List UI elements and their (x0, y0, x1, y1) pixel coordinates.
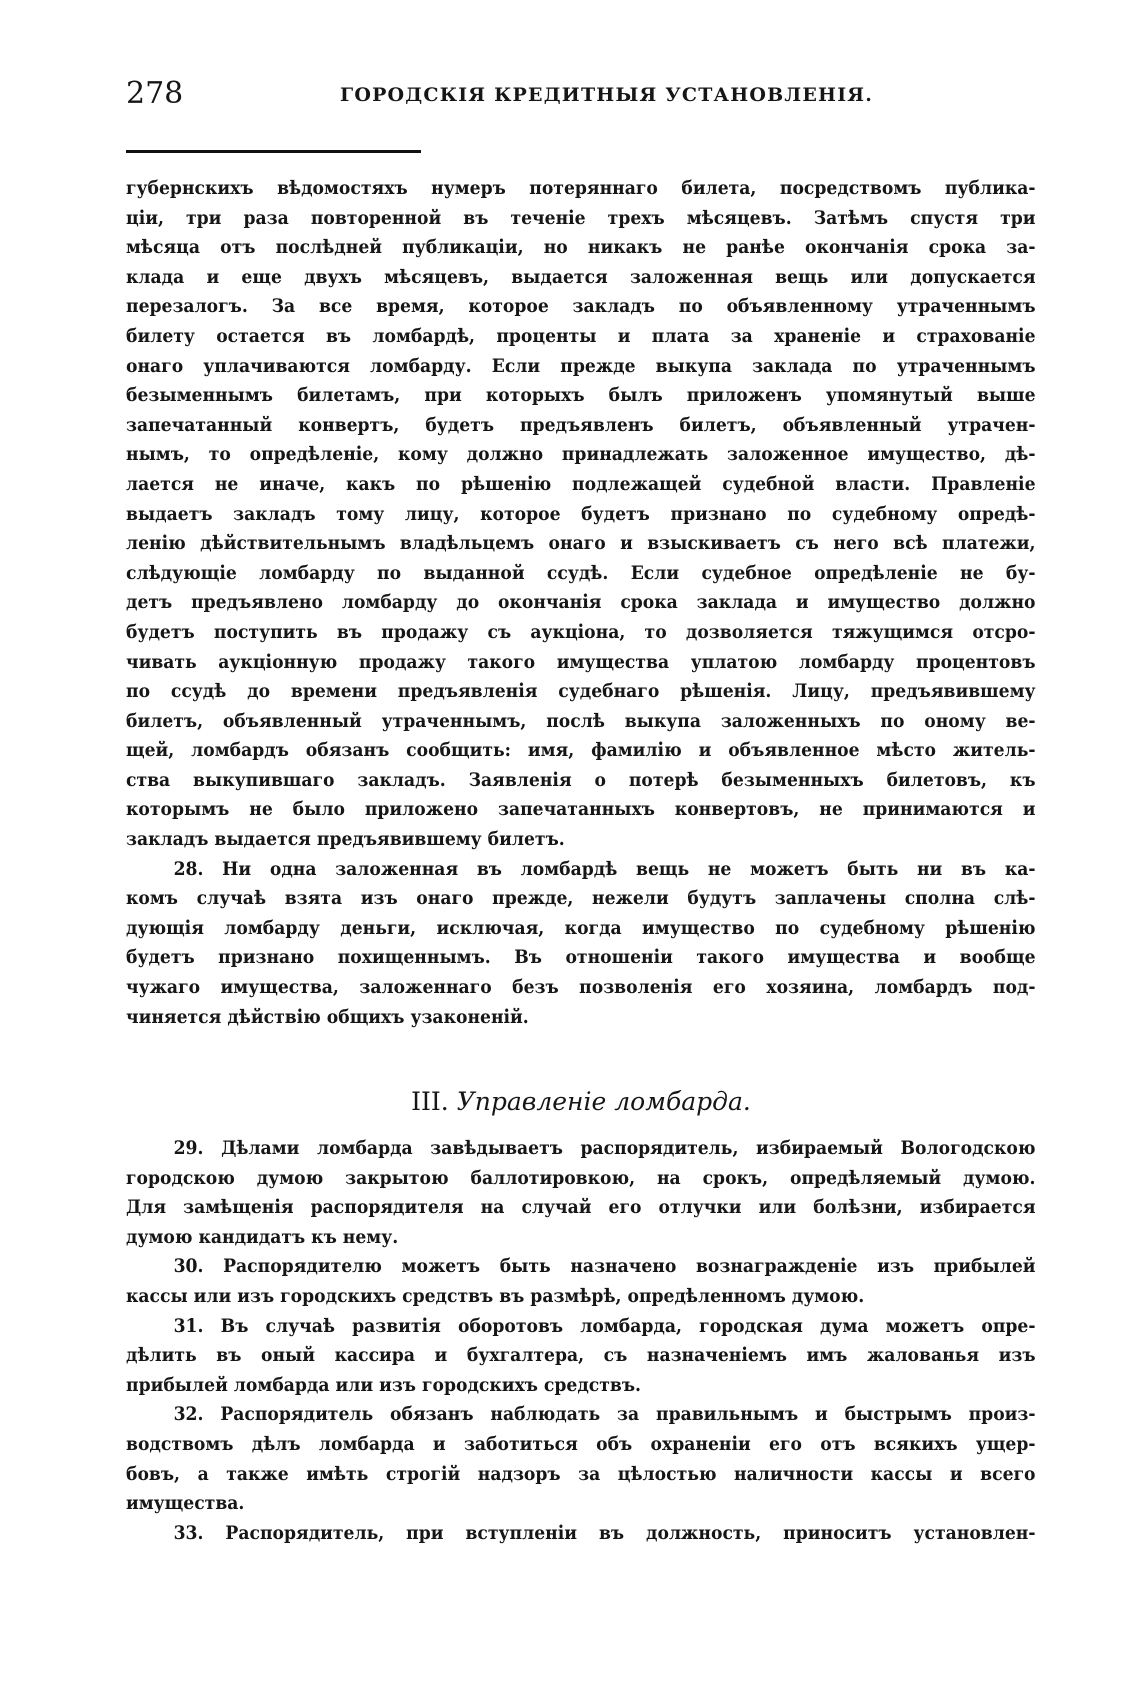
paragraph-28-line: 28. Ни одна заложенная въ ломбардѣ вещь не можетъ быть ни въ ка- (173, 857, 1036, 880)
text-block-continuation (126, 174, 1036, 1032)
text-line: чиняется дѣйствію общихъ узаконеній. (126, 1005, 529, 1028)
text-line: будетъ признано похищеннымъ. Въ отношеніи такого имущества и вообще (126, 946, 1036, 969)
text-line: закладъ выдается предъявившему билетъ. (126, 828, 565, 851)
text-line: клада и еще двухъ мѣсяцевъ, выдается заложенная вещь или допускается (126, 265, 1036, 288)
text-line: прибылей ломбарда или изъ городскихъ средствъ. (126, 1373, 642, 1396)
paragraph-33-line: 33. Распорядитель, при вступленіи въ должность, приноситъ установлен- (173, 1521, 1036, 1544)
text-line: кассы или изъ городскихъ средствъ въ размѣрѣ, опредѣленномъ думою. (126, 1284, 865, 1307)
text-line: лается не иначе, какъ по рѣшенію подлежащей судебной власти. Правленіе (126, 472, 1036, 495)
section-title: Управленіе ломбарда. (456, 1087, 751, 1116)
text-line: дующія ломбарду деньги, исключая, когда имущество по судебному рѣшенію (126, 916, 1036, 939)
page-header (126, 74, 1036, 114)
text-line: слѣдующіе ломбарду по выданной ссудѣ. Если судебное опредѣленіе не бу- (126, 561, 1036, 584)
text-line: билету остается въ ломбардѣ, проценты и плата за храненіе и страхованіе (126, 324, 1036, 347)
paragraph-30-line: 30. Распорядителю можетъ быть назначено вознагражденіе изъ прибылей (173, 1255, 1036, 1278)
text-line: Для замѣщенія распорядителя на случай его отлучки или болѣзни, избирается (126, 1196, 1036, 1219)
text-block-section-iii (126, 1134, 1036, 1548)
text-line: мѣсяца отъ послѣдней публикаціи, но никакъ не ранѣе окончанія срока за- (126, 236, 1036, 259)
paragraph-31-line: 31. Въ случаѣ развитія оборотовъ ломбарда, городская дума можетъ опре- (173, 1314, 1036, 1337)
text-line: по ссудѣ до времени предъявленія судебнаго рѣшенія. Лицу, предъявившему (126, 680, 1036, 703)
page-number: 278 (126, 76, 184, 111)
text-line: онаго уплачиваются ломбарду. Если прежде выкупа заклада по утраченнымъ (126, 354, 1036, 377)
text-line: городскою думою закрытою баллотировкою, на срокъ, опредѣляемый думою. (126, 1166, 1036, 1189)
text-line: ціи, три раза повторенной въ теченіе трехъ мѣсяцевъ. Затѣмъ спустя три (126, 206, 1036, 229)
paragraph-29-line: 29. Дѣлами ломбарда завѣдываетъ распорядитель, избираемый Вологодскою (173, 1137, 1036, 1159)
section-heading (126, 1086, 1036, 1118)
header-rule (126, 150, 421, 153)
text-line: комъ случаѣ взята изъ онаго прежде, нежели будутъ заплачены сполна слѣ- (126, 887, 1036, 910)
paragraph-32-line: 32. Распорядитель обязанъ наблюдать за правильнымъ и быстрымъ произ- (173, 1403, 1036, 1426)
text-line: щей, ломбардъ обязанъ сообщить: имя, фамилію и объявленное мѣсто житель- (126, 739, 1036, 762)
text-line: перезалогъ. За все время, которое закладъ по объявленному утраченнымъ (126, 295, 1036, 318)
text-line: губернскихъ вѣдомостяхъ нумеръ потеряннаго билета, посредствомъ публика- (126, 177, 1036, 199)
text-line: чивать аукціонную продажу такого имущества уплатою ломбарду процентовъ (126, 650, 1036, 673)
text-line: дѣлить въ оный кассира и бухгалтера, съ назначеніемъ имъ жалованья изъ (126, 1344, 1036, 1367)
text-line: водствомъ дѣлъ ломбарда и заботиться объ охраненіи его отъ всякихъ ущер- (126, 1432, 1036, 1455)
text-line: запечатанный конвертъ, будетъ предъявленъ билетъ, объявленный утрачен- (126, 413, 1036, 436)
text-line: безыменнымъ билетамъ, при которыхъ былъ приложенъ упомянутый выше (126, 384, 1036, 407)
text-line: чужаго имущества, заложеннаго безъ позволенія его хозяина, ломбардъ под- (126, 976, 1036, 999)
text-line: нымъ, то опредѣленіе, кому должно принадлежать заложенное имущество, дѣ- (126, 443, 1036, 466)
text-line: ства выкупившаго закладъ. Заявленія о потерѣ безыменныхъ билетовъ, къ (126, 768, 1036, 791)
text-line: выдаетъ закладъ тому лицу, которое будетъ признано по судебному опредѣ- (126, 502, 1036, 525)
text-line: бовъ, а также имѣть строгій надзоръ за цѣлостью наличности кассы и всего (126, 1462, 1036, 1485)
section-numeral: III. (411, 1087, 449, 1116)
running-title: ГОРОДСКІЯ КРЕДИТНЫЯ УСТАНОВЛЕНІЯ. (340, 84, 874, 106)
text-line: будетъ поступить въ продажу съ аукціона, то дозволяется тяжущимся отсро- (126, 620, 1036, 643)
text-line: имущества. (126, 1492, 245, 1515)
text-line: детъ предъявлено ломбарду до окончанія срока заклада и имущество должно (126, 591, 1036, 614)
text-line: которымъ не было приложено запечатанныхъ конвертовъ, не принимаются и (126, 798, 1036, 821)
text-line: думою кандидатъ къ нему. (126, 1225, 399, 1248)
text-line: билетъ, объявленный утраченнымъ, послѣ выкупа заложенныхъ по оному ве- (126, 709, 1036, 732)
text-line: ленію дѣйствительнымъ владѣльцемъ онаго и взыскиваетъ съ него всѣ платежи, (126, 532, 1036, 555)
